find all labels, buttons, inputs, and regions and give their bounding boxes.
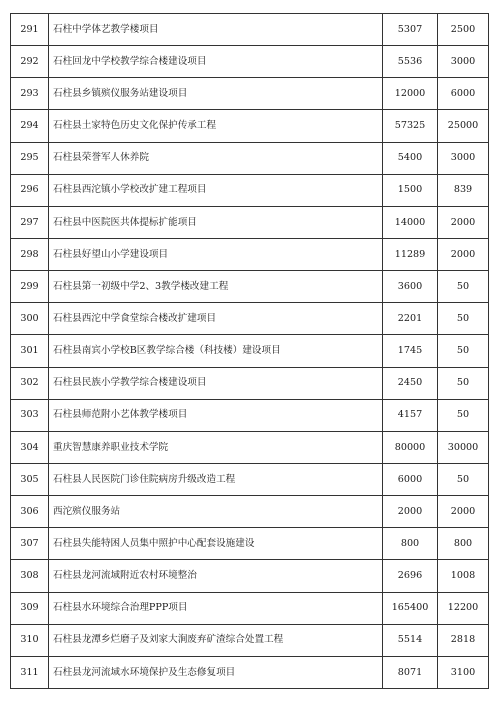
total-investment-cell: 2450 <box>383 367 438 399</box>
total-investment-cell: 5400 <box>383 142 438 174</box>
table-row <box>11 238 489 270</box>
table-row <box>11 335 489 367</box>
project-table-body <box>11 14 489 689</box>
table-row <box>11 174 489 206</box>
project-name-cell: 石柱县中医院医共体提标扩能项目 <box>49 206 383 238</box>
total-investment-cell: 14000 <box>383 206 438 238</box>
project-name-cell: 石柱县龙潭乡烂磨子及刘家大涧废弃矿渣综合处置工程 <box>49 624 383 656</box>
row-number-cell: 298 <box>11 238 49 270</box>
allocated-funds-cell: 2818 <box>438 624 489 656</box>
project-name-cell: 石柱县龙河流域附近农村环境整治 <box>49 560 383 592</box>
total-investment-cell: 165400 <box>383 592 438 624</box>
row-number-cell: 295 <box>11 142 49 174</box>
project-name-cell: 石柱县南宾小学校B区教学综合楼（科技楼）建设项目 <box>49 335 383 367</box>
table-row <box>11 303 489 335</box>
table-row <box>11 110 489 142</box>
row-number-cell: 302 <box>11 367 49 399</box>
table-row <box>11 399 489 431</box>
total-investment-cell: 2201 <box>383 303 438 335</box>
project-name-cell: 石柱县荣誉军人休养院 <box>49 142 383 174</box>
allocated-funds-cell: 1008 <box>438 560 489 592</box>
row-number-cell: 299 <box>11 271 49 303</box>
row-number-cell: 307 <box>11 528 49 560</box>
total-investment-cell: 57325 <box>383 110 438 142</box>
row-number-cell: 309 <box>11 592 49 624</box>
project-name-cell: 石柱县土家特色历史文化保护传承工程 <box>49 110 383 142</box>
row-number-cell: 293 <box>11 78 49 110</box>
table-row <box>11 592 489 624</box>
project-name-cell: 石柱县西沱中学食堂综合楼改扩建项目 <box>49 303 383 335</box>
table-row <box>11 14 489 46</box>
allocated-funds-cell: 50 <box>438 463 489 495</box>
row-number-cell: 304 <box>11 431 49 463</box>
total-investment-cell: 1745 <box>383 335 438 367</box>
allocated-funds-cell: 50 <box>438 367 489 399</box>
allocated-funds-cell: 2000 <box>438 238 489 270</box>
table-row <box>11 271 489 303</box>
table-row <box>11 78 489 110</box>
total-investment-cell: 8071 <box>383 656 438 688</box>
table-row <box>11 367 489 399</box>
allocated-funds-cell: 50 <box>438 335 489 367</box>
table-row <box>11 624 489 656</box>
project-name-cell: 石柱县失能特困人员集中照护中心配套设施建设 <box>49 528 383 560</box>
allocated-funds-cell: 839 <box>438 174 489 206</box>
table-row <box>11 206 489 238</box>
allocated-funds-cell: 50 <box>438 271 489 303</box>
table-row <box>11 656 489 688</box>
project-name-cell: 石柱县第一初级中学2、3教学楼改建工程 <box>49 271 383 303</box>
total-investment-cell: 12000 <box>383 78 438 110</box>
table-row <box>11 46 489 78</box>
row-number-cell: 292 <box>11 46 49 78</box>
project-name-cell: 石柱县师范附小艺体教学楼项目 <box>49 399 383 431</box>
project-name-cell: 石柱县人民医院门诊住院病房升级改造工程 <box>49 463 383 495</box>
allocated-funds-cell: 50 <box>438 303 489 335</box>
row-number-cell: 305 <box>11 463 49 495</box>
total-investment-cell: 11289 <box>383 238 438 270</box>
total-investment-cell: 2696 <box>383 560 438 592</box>
project-table <box>10 13 489 689</box>
total-investment-cell: 6000 <box>383 463 438 495</box>
allocated-funds-cell: 50 <box>438 399 489 431</box>
total-investment-cell: 4157 <box>383 399 438 431</box>
table-row <box>11 496 489 528</box>
allocated-funds-cell: 3000 <box>438 142 489 174</box>
project-name-cell: 石柱回龙中学校教学综合楼建设项目 <box>49 46 383 78</box>
row-number-cell: 306 <box>11 496 49 528</box>
total-investment-cell: 5536 <box>383 46 438 78</box>
total-investment-cell: 5307 <box>383 14 438 46</box>
row-number-cell: 311 <box>11 656 49 688</box>
allocated-funds-cell: 3100 <box>438 656 489 688</box>
project-name-cell: 重庆智慧康养职业技术学院 <box>49 431 383 463</box>
row-number-cell: 297 <box>11 206 49 238</box>
row-number-cell: 300 <box>11 303 49 335</box>
total-investment-cell: 5514 <box>383 624 438 656</box>
table-row <box>11 431 489 463</box>
allocated-funds-cell: 2500 <box>438 14 489 46</box>
allocated-funds-cell: 800 <box>438 528 489 560</box>
row-number-cell: 291 <box>11 14 49 46</box>
project-name-cell: 西沱殡仪服务站 <box>49 496 383 528</box>
allocated-funds-cell: 30000 <box>438 431 489 463</box>
project-table-page <box>10 13 488 689</box>
allocated-funds-cell: 25000 <box>438 110 489 142</box>
project-name-cell: 石柱县龙河流域水环境保护及生态修复项目 <box>49 656 383 688</box>
total-investment-cell: 1500 <box>383 174 438 206</box>
allocated-funds-cell: 6000 <box>438 78 489 110</box>
row-number-cell: 301 <box>11 335 49 367</box>
total-investment-cell: 80000 <box>383 431 438 463</box>
project-name-cell: 石柱中学体艺教学楼项目 <box>49 14 383 46</box>
project-name-cell: 石柱县水环境综合治理PPP项目 <box>49 592 383 624</box>
allocated-funds-cell: 2000 <box>438 206 489 238</box>
row-number-cell: 296 <box>11 174 49 206</box>
total-investment-cell: 2000 <box>383 496 438 528</box>
project-name-cell: 石柱县好望山小学建设项目 <box>49 238 383 270</box>
row-number-cell: 308 <box>11 560 49 592</box>
table-row <box>11 560 489 592</box>
allocated-funds-cell: 3000 <box>438 46 489 78</box>
row-number-cell: 310 <box>11 624 49 656</box>
table-row <box>11 463 489 495</box>
allocated-funds-cell: 12200 <box>438 592 489 624</box>
project-name-cell: 石柱县西沱镇小学校改扩建工程项目 <box>49 174 383 206</box>
table-row <box>11 142 489 174</box>
total-investment-cell: 800 <box>383 528 438 560</box>
row-number-cell: 294 <box>11 110 49 142</box>
project-name-cell: 石柱县民族小学教学综合楼建设项目 <box>49 367 383 399</box>
row-number-cell: 303 <box>11 399 49 431</box>
total-investment-cell: 3600 <box>383 271 438 303</box>
table-row <box>11 528 489 560</box>
allocated-funds-cell: 2000 <box>438 496 489 528</box>
project-name-cell: 石柱县乡镇殡仪服务站建设项目 <box>49 78 383 110</box>
